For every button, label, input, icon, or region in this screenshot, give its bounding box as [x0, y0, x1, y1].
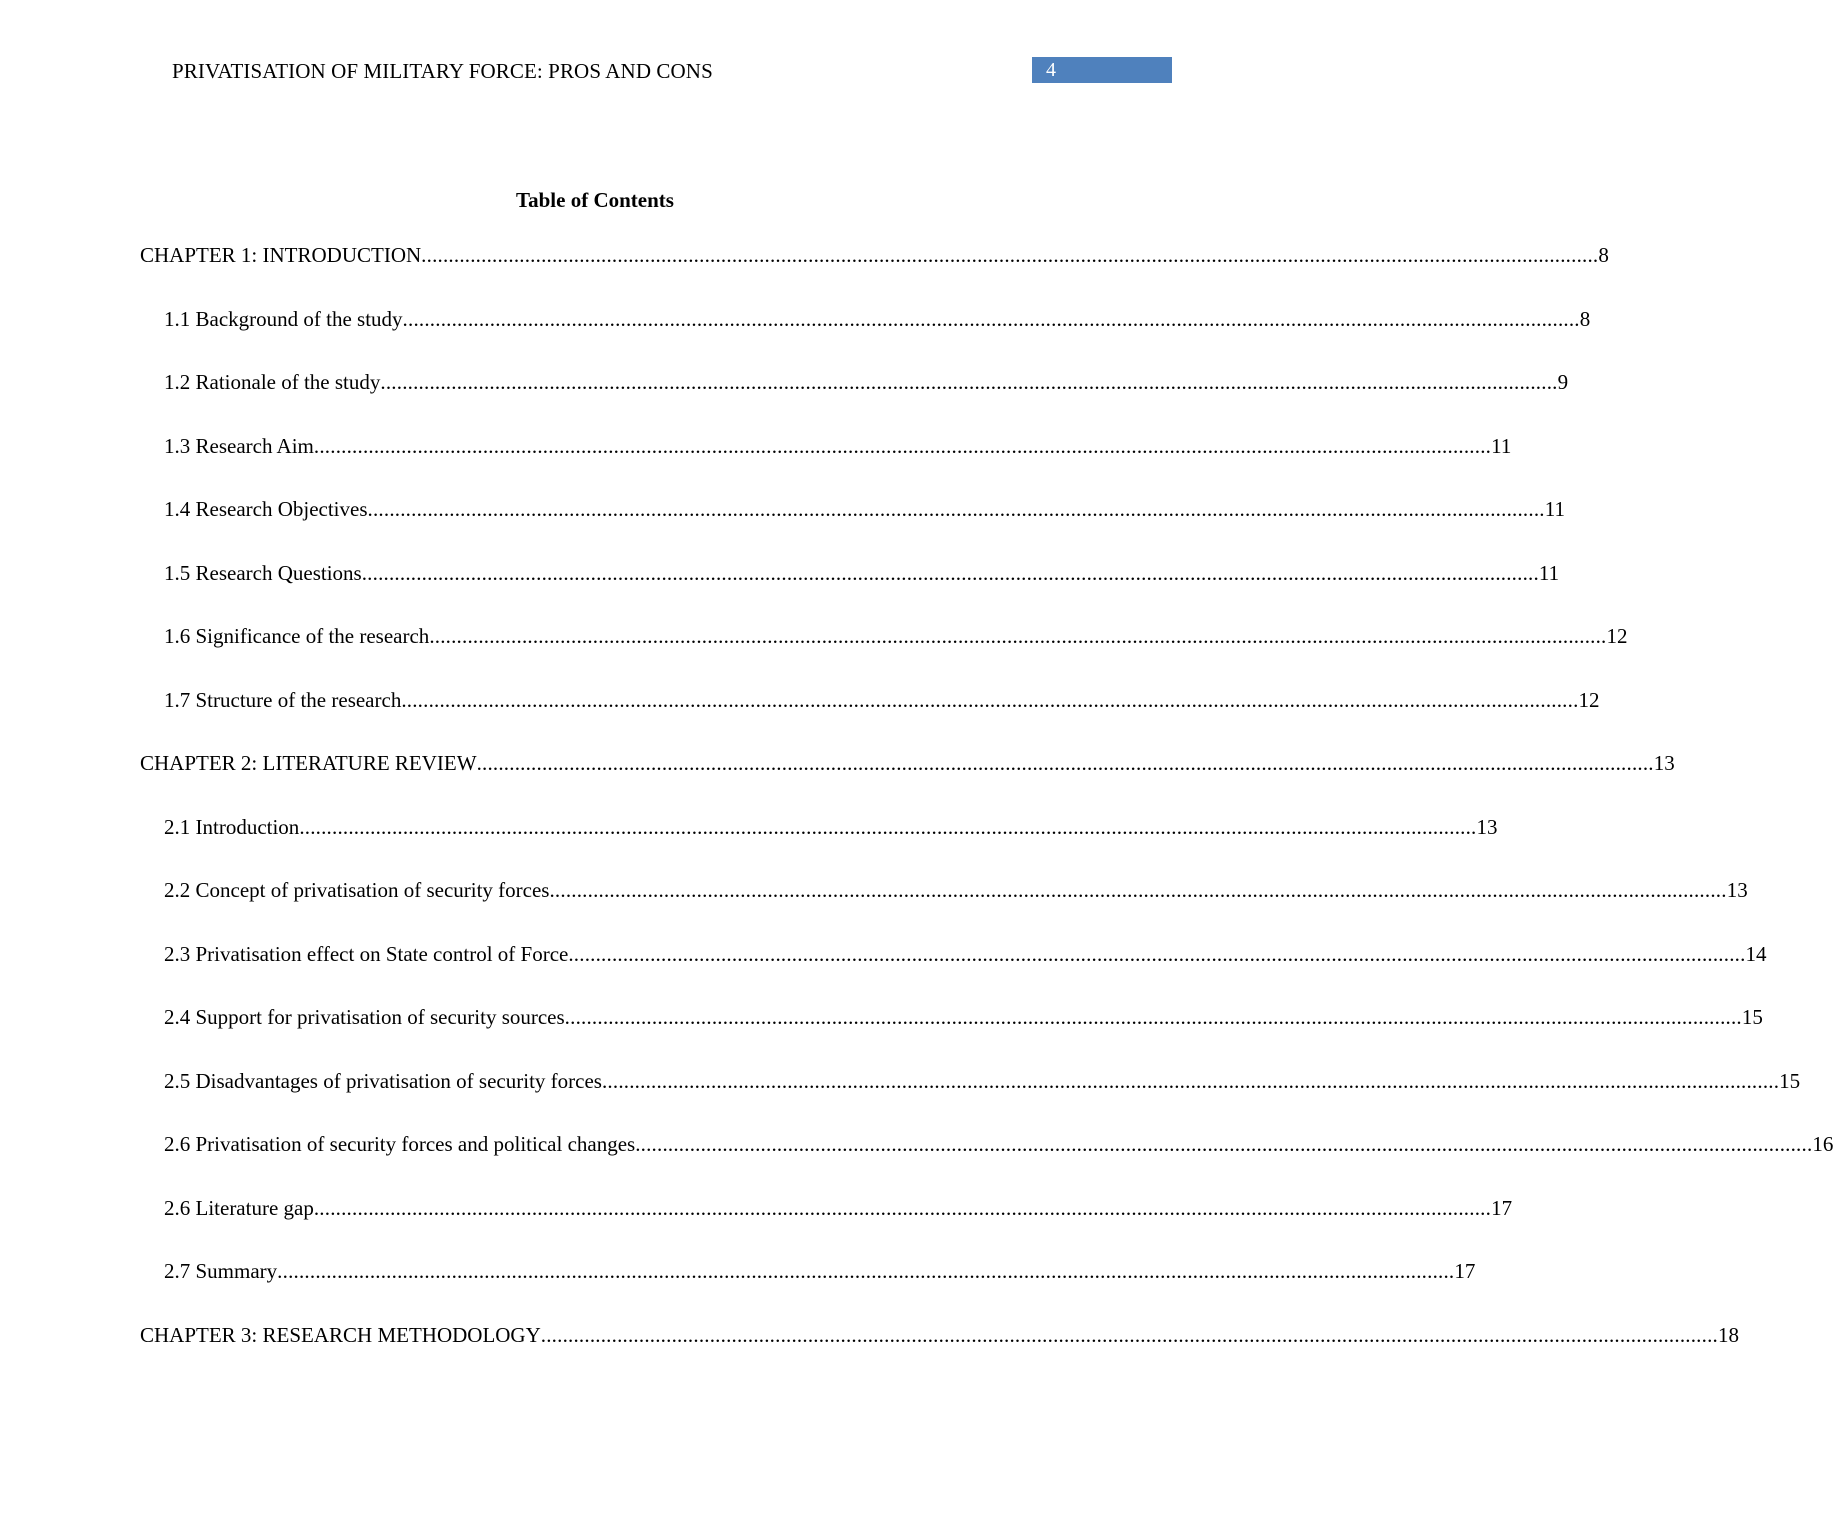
toc-entry-label: 2.3 Privatisation effect on State control of Force — [164, 942, 569, 966]
toc-dot-leader: ........................................................................................................................................................................................................................ — [549, 878, 1727, 902]
toc-entry[interactable] — [164, 686, 1600, 714]
toc-entry-page-number: 16 — [1812, 1132, 1833, 1156]
toc-entry-page-number: 11 — [1544, 497, 1565, 521]
toc-dot-leader: ........................................................................................................................................................................................................................ — [564, 1005, 1742, 1029]
toc-entry[interactable] — [164, 495, 1565, 523]
toc-entry[interactable] — [164, 813, 1498, 841]
toc-dot-leader: ........................................................................................................................................................................................................................ — [277, 1259, 1455, 1283]
toc-entry[interactable] — [164, 1257, 1476, 1285]
toc-entry-label: 2.7 Summary — [164, 1259, 278, 1283]
toc-entry[interactable] — [164, 559, 1560, 587]
toc-entry-page-number: 11 — [1491, 434, 1512, 458]
toc-entry-label: 2.6 Privatisation of security forces and political changes — [164, 1132, 636, 1156]
toc-entry-page-number: 14 — [1745, 942, 1767, 966]
toc-entry-label: CHAPTER 1: INTRODUCTION — [140, 243, 422, 267]
toc-entry-page-number: 13 — [1726, 878, 1748, 902]
toc-entry-page-number: 11 — [1538, 561, 1560, 585]
toc-entry-label: 2.6 Literature gap — [164, 1196, 314, 1220]
running-header-title: PRIVATISATION OF MILITARY FORCE: PROS AND CONS — [172, 59, 713, 83]
toc-entry[interactable] — [164, 876, 1748, 904]
toc-dot-leader: ........................................................................................................................................................................................................................ — [540, 1323, 1718, 1347]
toc-entry[interactable] — [164, 1003, 1763, 1031]
toc-dot-leader: ........................................................................................................................................................................................................................ — [313, 434, 1492, 458]
toc-dot-leader: ........................................................................................................................................................................................................................ — [568, 942, 1746, 966]
toc-heading: Table of Contents — [516, 188, 674, 212]
toc-dot-leader: ........................................................................................................................................................................................................................ — [361, 561, 1539, 585]
toc-entry[interactable] — [164, 305, 1591, 333]
toc-entry[interactable] — [164, 432, 1512, 460]
toc-dot-leader: ........................................................................................................................................................................................................................ — [421, 243, 1599, 267]
toc-entry-label: 1.2 Rationale of the study — [164, 370, 381, 394]
toc-entry-label: 2.4 Support for privatisation of security sources — [164, 1005, 565, 1029]
toc-entry-label: 2.5 Disadvantages of privatisation of security forces — [164, 1069, 602, 1093]
toc-entry[interactable] — [140, 1321, 1739, 1349]
toc-dot-leader: ........................................................................................................................................................................................................................ — [476, 751, 1654, 775]
toc-entry[interactable] — [164, 1130, 1833, 1158]
toc-dot-leader: ........................................................................................................................................................................................................................ — [402, 307, 1580, 331]
toc-entry[interactable] — [164, 940, 1767, 968]
toc-entry-label: 2.2 Concept of privatisation of security forces — [164, 878, 550, 902]
toc-entry[interactable] — [140, 749, 1675, 777]
toc-entry-label: 1.1 Background of the study — [164, 307, 403, 331]
toc-entry[interactable] — [164, 368, 1569, 396]
toc-dot-leader: ........................................................................................................................................................................................................................ — [380, 370, 1558, 394]
toc-dot-leader: ........................................................................................................................................................................................................................ — [299, 815, 1477, 839]
toc-entry[interactable] — [140, 241, 1609, 269]
toc-entry-page-number: 8 — [1579, 307, 1591, 331]
toc-entry-page-number: 17 — [1454, 1259, 1476, 1283]
toc-entry[interactable] — [164, 622, 1628, 650]
toc-entry[interactable] — [164, 1067, 1801, 1095]
page-number-badge: 4 — [1032, 57, 1172, 83]
toc-entry-label: 1.4 Research Objectives — [164, 497, 368, 521]
toc-dot-leader: ........................................................................................................................................................................................................................ — [401, 688, 1579, 712]
toc-entry-label: 1.3 Research Aim — [164, 434, 314, 458]
toc-entry-page-number: 15 — [1779, 1069, 1801, 1093]
toc-entry-page-number: 12 — [1606, 624, 1628, 648]
toc-dot-leader: ........................................................................................................................................................................................................................ — [635, 1132, 1813, 1156]
toc-entry-label: 2.1 Introduction — [164, 815, 300, 839]
toc-entry-page-number: 9 — [1557, 370, 1569, 394]
toc-entry-page-number: 18 — [1717, 1323, 1739, 1347]
toc-entry-label: 1.6 Significance of the research — [164, 624, 430, 648]
toc-entry-page-number: 12 — [1578, 688, 1600, 712]
toc-entry-page-number: 8 — [1598, 243, 1609, 267]
toc-entry-label: 1.5 Research Questions — [164, 561, 362, 585]
toc-entry-page-number: 17 — [1491, 1196, 1513, 1220]
toc-dot-leader: ........................................................................................................................................................................................................................ — [429, 624, 1607, 648]
toc-entry-page-number: 15 — [1741, 1005, 1763, 1029]
toc-entry-page-number: 13 — [1653, 751, 1675, 775]
toc-entry-page-number: 13 — [1476, 815, 1498, 839]
toc-dot-leader: ........................................................................................................................................................................................................................ — [367, 497, 1545, 521]
toc-entry-label: CHAPTER 3: RESEARCH METHODOLOGY — [140, 1323, 541, 1347]
toc-entry-label: CHAPTER 2: LITERATURE REVIEW — [140, 751, 477, 775]
toc-entry[interactable] — [164, 1194, 1513, 1222]
toc-entry-label: 1.7 Structure of the research — [164, 688, 402, 712]
toc-dot-leader: ........................................................................................................................................................................................................................ — [313, 1196, 1492, 1220]
toc-dot-leader: ........................................................................................................................................................................................................................ — [601, 1069, 1780, 1093]
